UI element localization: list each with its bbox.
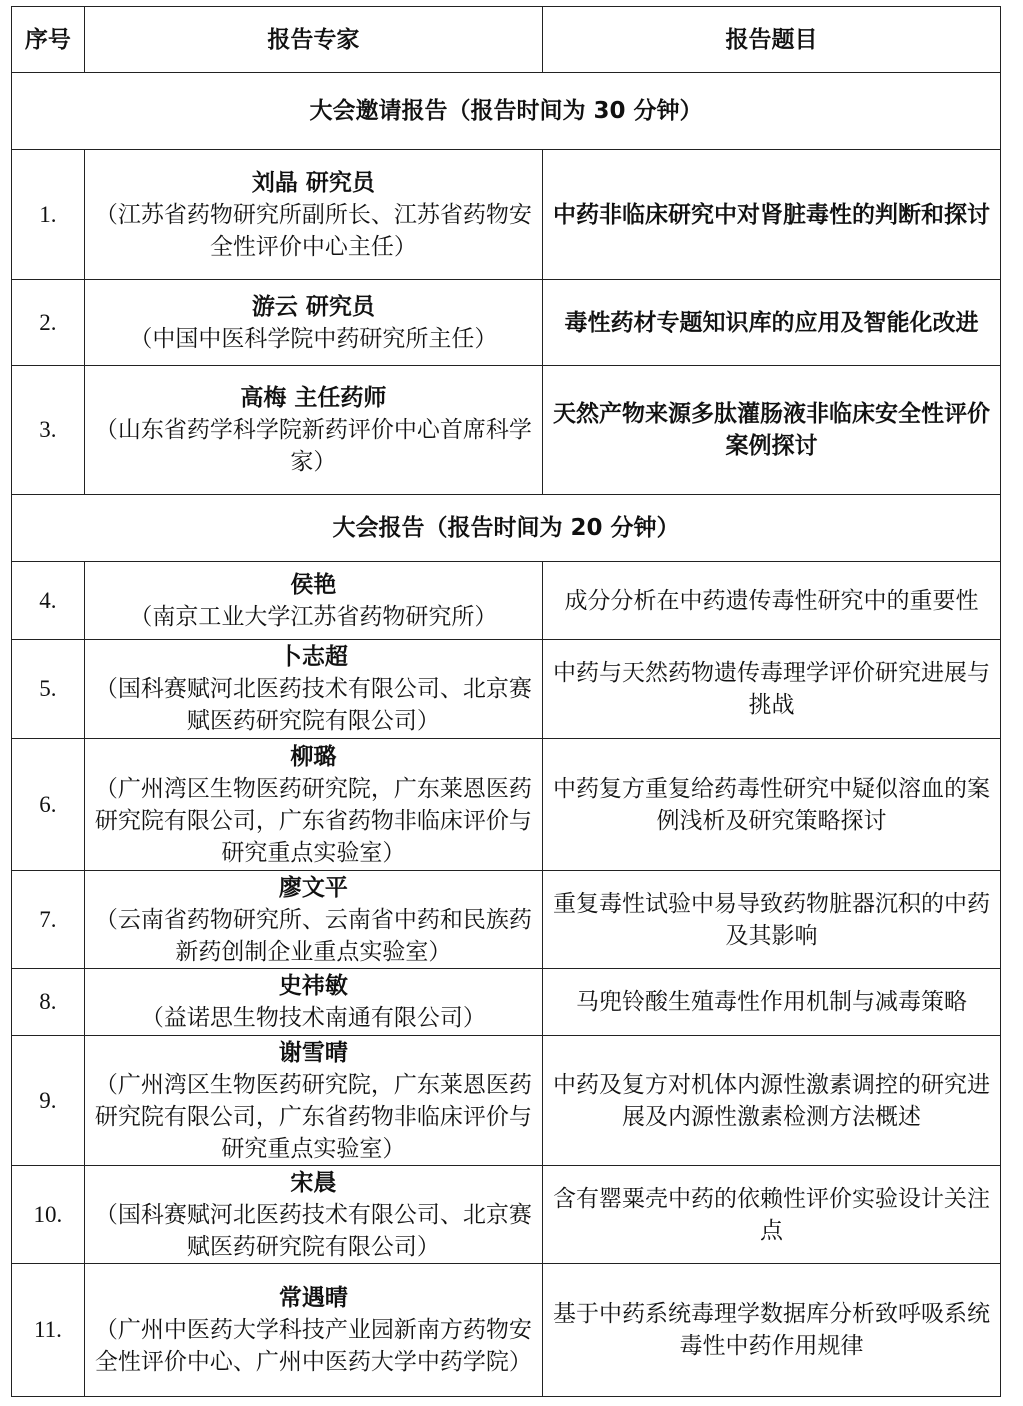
topic-cell: 基于中药系统毒理学数据库分析致呼吸系统毒性中药作用规律 xyxy=(542,1264,1000,1397)
table-row xyxy=(12,1036,1001,1166)
topic-cell: 含有罂粟壳中药的依赖性评价实验设计关注点 xyxy=(542,1166,1000,1264)
topic-cell: 天然产物来源多肽灌肠液非临床安全性评价案例探讨 xyxy=(542,366,1000,495)
expert-cell xyxy=(84,871,542,969)
topic-cell: 马兜铃酸生殖毒性作用机制与减毒策略 xyxy=(542,969,1000,1036)
expert-org: （云南省药物研究所、云南省中药和民族药新药创制企业重点实验室） xyxy=(94,906,532,965)
table-row xyxy=(12,739,1001,871)
row-no: 10. xyxy=(12,1166,85,1264)
expert-org: （国科赛赋河北医药技术有限公司、北京赛赋医药研究院有限公司） xyxy=(94,676,532,734)
section-invited xyxy=(12,73,1001,150)
expert-org: （广州湾区生物医药研究院，广东莱恩医药研究院有限公司，广东省药物非临床评价与研究重点实验室） xyxy=(94,1071,532,1162)
expert-cell xyxy=(84,366,542,495)
row-no: 6. xyxy=(12,739,85,871)
table-row xyxy=(12,280,1001,366)
topic-cell: 中药复方重复给药毒性研究中疑似溶血的案例浅析及研究策略探讨 xyxy=(542,739,1000,871)
expert-cell xyxy=(84,1166,542,1264)
row-no: 3. xyxy=(12,366,85,495)
row-no: 1. xyxy=(12,150,85,280)
row-no: 4. xyxy=(12,562,85,640)
expert-cell xyxy=(84,1036,542,1166)
expert-name: 史祎敏 xyxy=(278,973,348,999)
header-row xyxy=(12,7,1001,73)
table-row xyxy=(12,150,1001,280)
row-no: 9. xyxy=(12,1036,85,1166)
table-row xyxy=(12,562,1001,640)
expert-org: （国科赛赋河北医药技术有限公司、北京赛赋医药研究院有限公司） xyxy=(94,1201,532,1260)
expert-name: 卜志超 xyxy=(278,644,348,670)
expert-org: （南京工业大学江苏省药物研究所） xyxy=(129,603,498,630)
header-no: 序号 xyxy=(12,7,85,73)
table-row xyxy=(12,871,1001,969)
topic-cell: 成分分析在中药遗传毒性研究中的重要性 xyxy=(542,562,1000,640)
expert-cell xyxy=(84,562,542,640)
expert-name: 谢雪晴 xyxy=(278,1039,348,1066)
expert-org: （江苏省药物研究所副所长、江苏省药物安全性评价中心主任） xyxy=(94,201,532,260)
topic-cell: 中药及复方对机体内源性激素调控的研究进展及内源性激素检测方法概述 xyxy=(542,1036,1000,1166)
row-no: 5. xyxy=(12,640,85,739)
expert-name: 柳璐 xyxy=(290,743,337,770)
expert-org: （中国中医科学院中药研究所主任） xyxy=(129,325,498,352)
table-row xyxy=(12,969,1001,1036)
table-row xyxy=(12,1264,1001,1397)
topic-cell: 重复毒性试验中易导致药物脏器沉积的中药及其影响 xyxy=(542,871,1000,969)
table-row xyxy=(12,1166,1001,1264)
expert-name: 常遇晴 xyxy=(278,1285,348,1311)
expert-org: （广州中医药大学科技产业园新南方药物安全性评价中心、广州中医药大学中药学院） xyxy=(94,1317,532,1375)
expert-name: 侯艳 xyxy=(290,571,337,598)
row-no: 8. xyxy=(12,969,85,1036)
expert-name: 宋晨 xyxy=(290,1169,337,1196)
section-invited-title: 大会邀请报告（报告时间为 30 分钟） xyxy=(12,73,1001,150)
expert-name: 刘晶 研究员 xyxy=(251,169,375,196)
expert-cell xyxy=(84,969,542,1036)
expert-org: （广州湾区生物医药研究院，广东莱恩医药研究院有限公司，广东省药物非临床评价与研究重点实验室） xyxy=(94,775,532,866)
expert-cell xyxy=(84,280,542,366)
expert-name: 游云 研究员 xyxy=(251,293,375,320)
topic-cell: 中药非临床研究中对肾脏毒性的判断和探讨 xyxy=(542,150,1000,280)
row-no: 11. xyxy=(12,1264,85,1397)
row-no: 7. xyxy=(12,871,85,969)
header-topic: 报告题目 xyxy=(542,7,1000,73)
section-regular xyxy=(12,495,1001,562)
expert-cell xyxy=(84,640,542,739)
expert-name: 廖文平 xyxy=(278,874,348,901)
agenda-table xyxy=(11,6,1001,1397)
row-no: 2. xyxy=(12,280,85,366)
expert-cell xyxy=(84,739,542,871)
header-expert: 报告专家 xyxy=(84,7,542,73)
expert-cell xyxy=(84,150,542,280)
topic-cell: 中药与天然药物遗传毒理学评价研究进展与挑战 xyxy=(542,640,1000,739)
table-row xyxy=(12,640,1001,739)
expert-cell xyxy=(84,1264,542,1397)
expert-org: （益诺思生物技术南通有限公司） xyxy=(140,1005,486,1031)
section-regular-title: 大会报告（报告时间为 20 分钟） xyxy=(12,495,1001,562)
topic-cell: 毒性药材专题知识库的应用及智能化改进 xyxy=(542,280,1000,366)
expert-name: 高梅 主任药师 xyxy=(240,385,387,411)
table-row xyxy=(12,366,1001,495)
expert-org: （山东省药学科学院新药评价中心首席科学家） xyxy=(94,417,532,475)
